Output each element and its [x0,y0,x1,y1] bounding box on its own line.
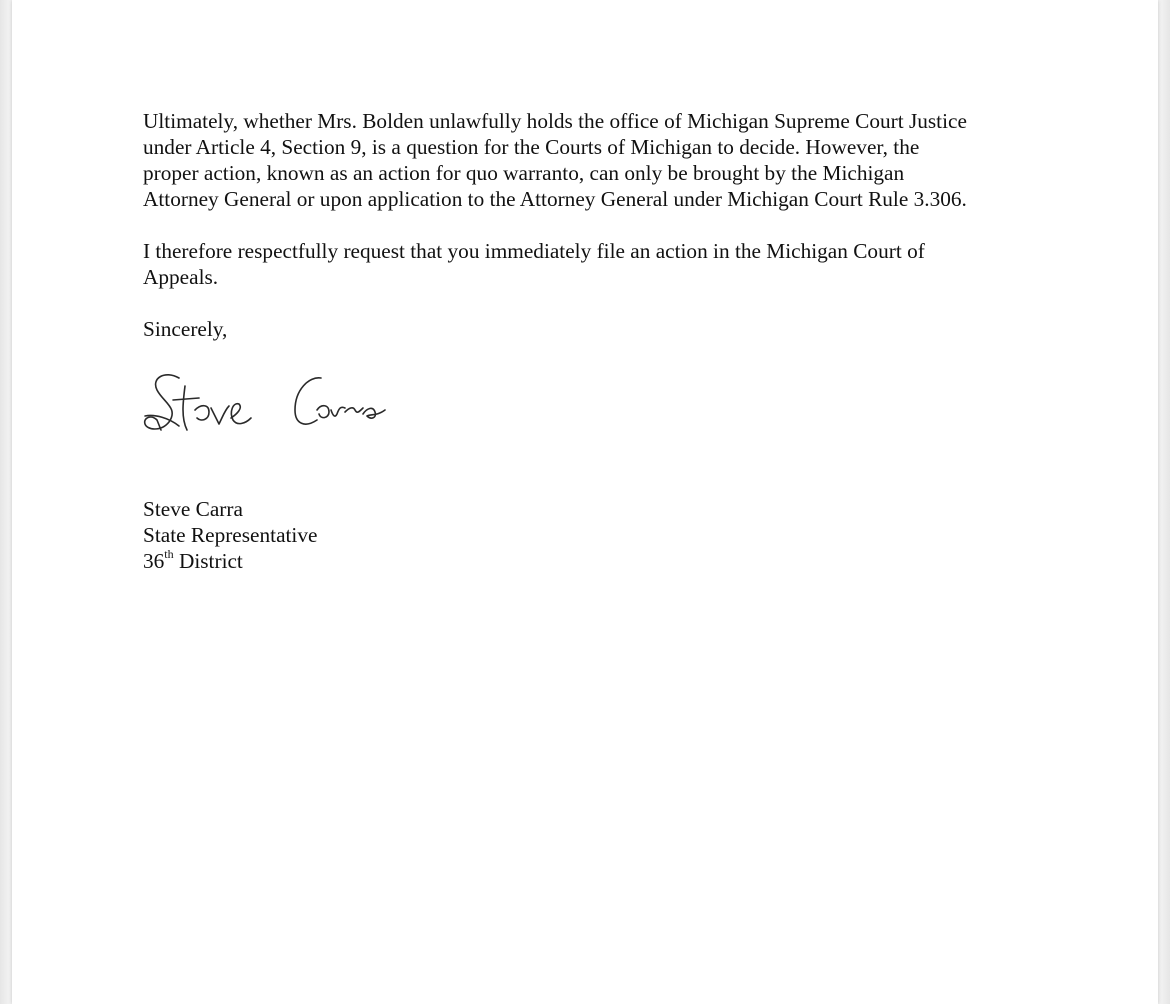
signer-title: State Representative [143,523,318,547]
paragraph-line: I therefore respectfully request that you immediately file an action in the Michigan Court of [143,239,925,263]
closing-salutation: Sincerely, [143,317,228,341]
letter-page [12,0,1158,1004]
letter-body [143,108,1043,574]
district-label: District [178,549,243,573]
signature-block [143,496,1043,574]
paragraph-line: Attorney General or upon application to the Attorney General under Michigan Court Rule 3.306. [143,187,967,211]
paragraph-line: Ultimately, whether Mrs. Bolden unlawfully holds the office of Michigan Supreme Court Justice [143,109,967,133]
handwritten-signature [143,360,443,456]
paragraph-line: Appeals. [143,265,219,289]
district-suffix: th [164,546,174,561]
signature-image [139,360,409,456]
signer-name: Steve Carra [143,497,243,521]
paragraph-line: under Article 4, Section 9, is a question for the Courts of Michigan to decide. However, the [143,135,920,159]
district-number: 36 [143,549,165,573]
signer-district [143,548,1043,574]
paragraph-request-basis [143,108,1033,212]
paragraph-line: proper action, known as an action for quo warranto, can only be brought by the Michigan [143,161,905,185]
paragraph-request [143,238,993,290]
